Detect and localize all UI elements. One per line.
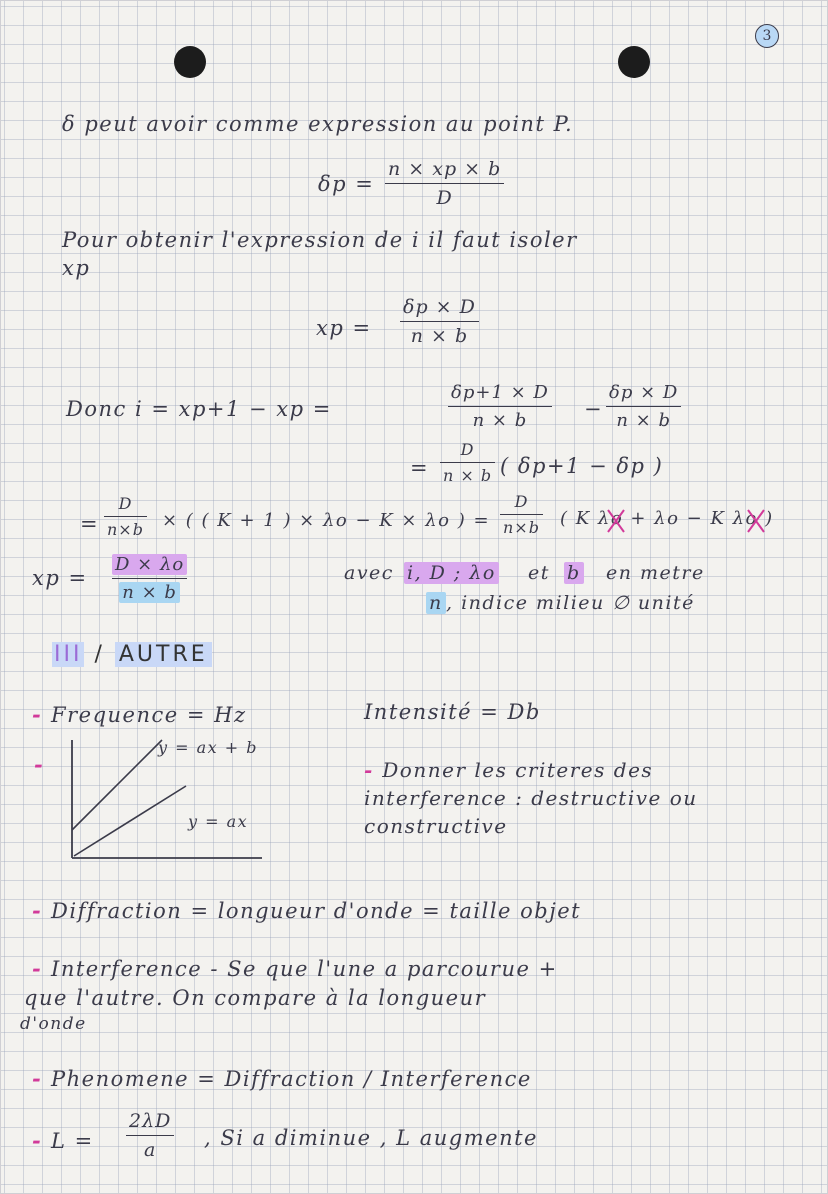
- graph-label-linear: y = ax: [188, 812, 249, 831]
- interference-text: Interference - Se que l'une a parcourue +: [51, 957, 558, 981]
- binder-hole-left: [174, 46, 206, 78]
- intensite-note: Intensité = Db: [364, 700, 541, 724]
- xp-fraction: [400, 296, 479, 347]
- l-lhs: L =: [51, 1129, 94, 1153]
- l-fraction: [126, 1110, 174, 1161]
- fraction-numerator: 2λD: [129, 1110, 172, 1132]
- bullet-icon: -: [34, 752, 45, 777]
- k-fraction-2: [500, 492, 543, 537]
- criteres-note: [364, 758, 653, 782]
- fraction-denominator: n × b: [443, 466, 493, 485]
- xp-lhs: xp =: [316, 316, 372, 340]
- isolate-line-var: xp: [62, 256, 91, 280]
- fraction-numerator: n × xp × b: [388, 158, 502, 180]
- phenomene-text: Phenomene = Diffraction / Interference: [51, 1067, 532, 1091]
- indice-text: , indice milieu ∅ unité: [446, 592, 695, 614]
- cross-out-marks: [600, 506, 800, 536]
- graph-label-affine: y = ax + b: [158, 738, 258, 757]
- fraction-bar: [448, 406, 552, 407]
- fraction-denominator: n × b: [410, 325, 469, 347]
- fraction-bar: [126, 1135, 174, 1136]
- result-fraction: [112, 554, 187, 603]
- interference-note: [32, 956, 558, 981]
- donc-line: Donc i = xp+1 − xp =: [66, 397, 332, 421]
- l-conclusion: , Si a diminue , L augmente: [204, 1126, 538, 1150]
- minus-sign: −: [584, 397, 604, 421]
- criteres-text: Donner les criteres des: [382, 758, 654, 782]
- donc-fraction-1: [448, 382, 552, 431]
- bullet-icon: -: [32, 1066, 52, 1091]
- fraction-denominator: D: [436, 187, 453, 209]
- k-fraction-1: [104, 494, 147, 539]
- fraction-numerator: δp+1 × D: [451, 382, 549, 403]
- l-formula: [32, 1128, 94, 1153]
- fraction-denominator: n×b: [503, 518, 540, 537]
- fraction-denominator: n×b: [107, 520, 144, 539]
- k-simplified: ( K λo + λo − K λo ): [560, 508, 774, 529]
- delta-p-lhs: δp =: [318, 172, 375, 196]
- binder-hole-right: [618, 46, 650, 78]
- section-heading: III / AUTRE: [52, 642, 212, 667]
- fraction-bar: [440, 462, 495, 463]
- fraction-numerator: δp × D: [609, 382, 679, 403]
- fraction-bar: [500, 514, 543, 515]
- fraction-denominator: n × b: [472, 410, 528, 431]
- n-variable: [426, 592, 446, 614]
- fraction-bar: [112, 578, 187, 579]
- donc-fraction-2: [606, 382, 681, 431]
- section-title: AUTRE: [115, 642, 212, 667]
- bullet-icon: -: [32, 956, 52, 981]
- fraction-numerator: D: [118, 494, 133, 513]
- intro-line: δ peut avoir comme expression au point P.: [62, 112, 574, 136]
- k-expression: × ( ( K + 1 ) × λo − K × λo ) =: [162, 510, 491, 531]
- criteres-line-2: interference : destructive ou: [364, 786, 698, 810]
- page-number: 3: [755, 24, 779, 48]
- delta-p-fraction: [385, 158, 504, 209]
- equals-sign: =: [80, 512, 100, 536]
- section-roman: III: [54, 642, 83, 667]
- bullet-icon: -: [32, 898, 52, 923]
- fraction-numerator: D × λo: [112, 554, 187, 575]
- interference-line-3: d'onde: [20, 1014, 87, 1034]
- graph-bullet: [34, 752, 44, 777]
- bullet-icon: -: [364, 758, 383, 782]
- line-affine: [72, 740, 162, 830]
- equals-sign: =: [410, 456, 430, 480]
- highlighted-n: n: [426, 592, 446, 614]
- step-fraction: [440, 440, 495, 485]
- isolate-line: Pour obtenir l'expression de i il faut isoler: [62, 228, 578, 252]
- highlighted-b: b: [564, 562, 584, 584]
- fraction-bar: [104, 516, 147, 517]
- fraction-numerator: δp × D: [403, 296, 476, 318]
- diffraction-note: [32, 898, 581, 923]
- fraction-denominator: n × b: [616, 410, 671, 431]
- avec-variables: [404, 562, 499, 584]
- fraction-bar: [385, 183, 504, 184]
- bullet-icon: -: [32, 1128, 52, 1153]
- fraction-denominator: n × b: [119, 582, 180, 603]
- step-parenthesis: ( δp+1 − δp ): [500, 454, 664, 478]
- unit-metre: en metre: [606, 562, 705, 584]
- criteres-line-3: constructive: [364, 814, 508, 838]
- fraction-bar: [606, 406, 681, 407]
- fraction-denominator: a: [144, 1139, 157, 1161]
- avec-word: avec: [344, 562, 394, 584]
- fraction-numerator: D: [514, 492, 529, 511]
- cross-out-right: [748, 510, 764, 532]
- result-lhs: xp =: [32, 566, 88, 590]
- interference-line-2: que l'autre. On compare à la longueur: [24, 986, 487, 1010]
- fraction-bar: [400, 321, 479, 322]
- frequence-note: [32, 702, 247, 727]
- cross-out-left: [608, 510, 624, 532]
- bullet-icon: -: [32, 702, 52, 727]
- fraction-numerator: D: [460, 440, 475, 459]
- frequence-text: Frequence = Hz: [51, 703, 247, 727]
- diffraction-text: Diffraction = longueur d'onde = taille objet: [51, 899, 582, 923]
- b-variable: [564, 562, 584, 584]
- et-word: et: [528, 562, 550, 584]
- highlighted-variables: i, D ; λo: [404, 562, 499, 584]
- line-linear: [74, 786, 186, 856]
- phenomene-note: [32, 1066, 532, 1091]
